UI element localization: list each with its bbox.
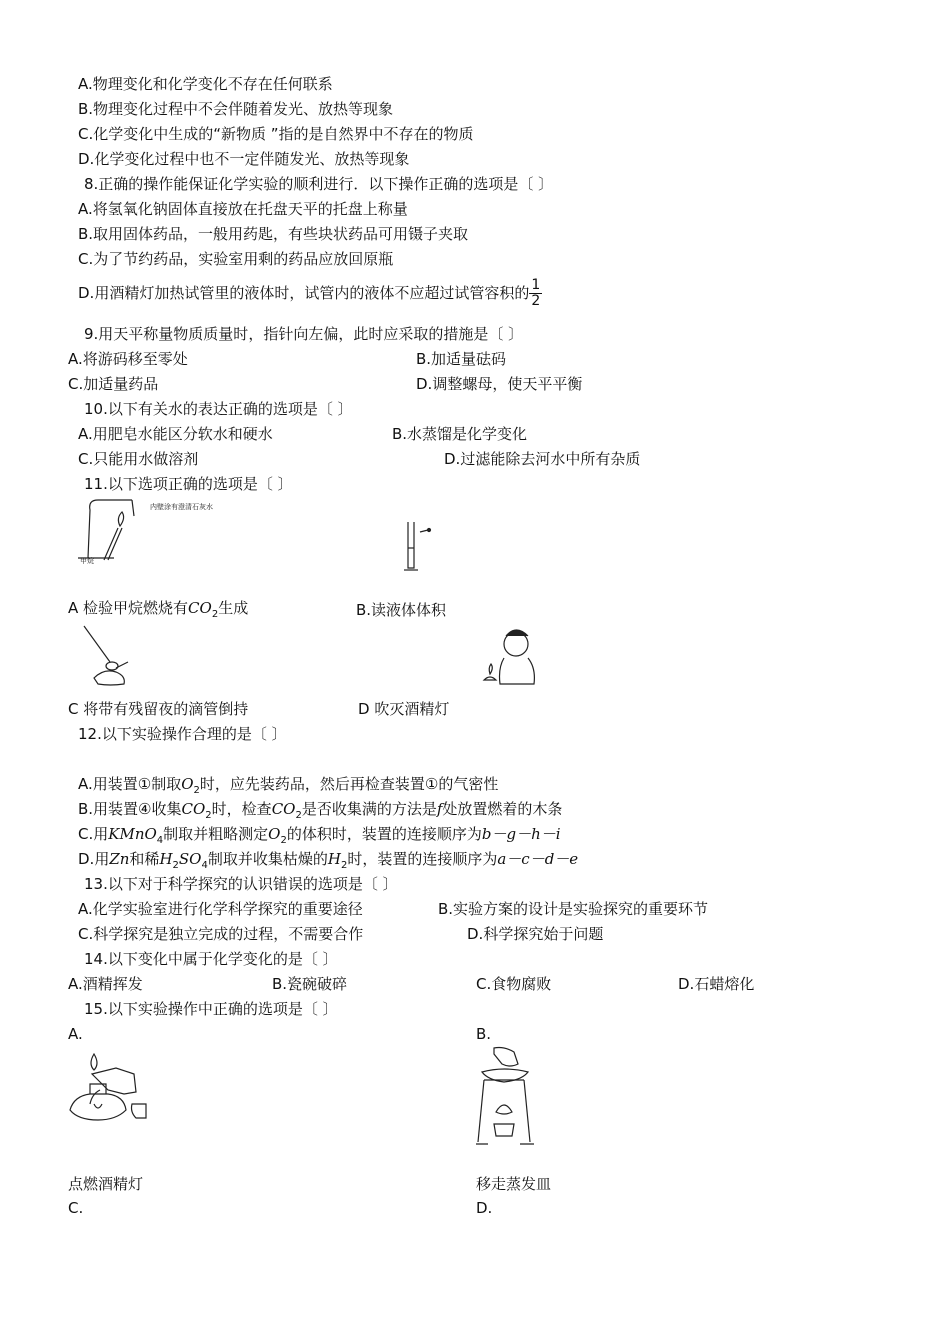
q8-option-c: C.为了节约药品，实验室用剩的药品应放回原瓶 (78, 250, 394, 268)
q12-d-text-2: 和稀 (129, 850, 160, 868)
q14-stem: 14.以下变化中属于化学变化的是〔 〕 (84, 950, 338, 968)
q12-option-a (78, 774, 498, 801)
q12-stem: 12.以下实验操作合理的是〔 〕 (78, 725, 287, 743)
q12-c-text-2: 制取并粗略测定 (163, 825, 269, 843)
q12-b-text: B.用装置④收集 (78, 800, 182, 818)
q12-option-d (78, 849, 578, 876)
q10-option-a: A.用肥皂水能区分软水和硬水 (78, 425, 273, 443)
connection-order: b－g－h－i (481, 825, 561, 843)
formula-so: SO (178, 850, 202, 868)
q14-option-c: C.食物腐败 (476, 975, 552, 993)
q14-option-b: B.瓷碗破碎 (272, 975, 348, 993)
connection-order: a－c－d－e (497, 850, 579, 868)
q15-option-d: D. (476, 1199, 493, 1217)
formula-h: H (159, 850, 173, 868)
q12-b-text-4: 处放置燃着的木条 (442, 800, 563, 818)
formula-subscript: 4 (156, 835, 164, 846)
formula-subscript: 2 (211, 609, 219, 620)
q13-option-c: C.科学探究是独立完成的过程，不需要合作 (78, 925, 364, 943)
q15-caption-b: 移走蒸发皿 (476, 1175, 552, 1193)
q11-stem: 11.以下选项正确的选项是〔 〕 (84, 475, 293, 493)
q11-option-a (68, 598, 248, 625)
fig-label-limewater: 内壁涂有澄清石灰水 (150, 503, 213, 511)
q11-option-c: C 将带有残留夜的滴管倒持 (68, 700, 249, 718)
fig-label-methane: 甲烷 (80, 557, 94, 565)
q12-option-c (78, 824, 561, 851)
graduated-cylinder-figure (400, 518, 434, 574)
formula-subscript: 2 (193, 785, 200, 796)
formula-co2: CO (188, 599, 212, 617)
q12-b-text-2: 时，检查 (211, 800, 272, 818)
q12-a-text: A.用装置①制取 (78, 775, 182, 793)
q12-d-text-4: 时，装置的连接顺序为 (347, 850, 498, 868)
formula-zn: Zn (109, 850, 130, 868)
q10-stem: 10.以下有关水的表达正确的选项是〔 〕 (84, 400, 353, 418)
q13-option-b: B.实验方案的设计是实验探究的重要环节 (438, 900, 709, 918)
q7-option-b: B.物理变化过程中不会伴随着发光、放热等现象 (78, 100, 394, 118)
formula-kmno4: KMnO (108, 825, 157, 843)
formula-subscript: 2 (295, 810, 302, 821)
q8-option-d-text: D.用酒精灯加热试管里的液体时，试管内的液体不应超过试管容积的 (78, 284, 530, 302)
q11-option-d: D 吹灭酒精灯 (358, 700, 450, 718)
q13-option-d: D.科学探究始于问题 (467, 925, 604, 943)
q12-a-text-2: 时，应先装药品，然后再检查装置①的气密性 (199, 775, 499, 793)
q15-caption-a: 点燃酒精灯 (68, 1175, 144, 1193)
q7-option-a: A.物理变化和化学变化不存在任何联系 (78, 75, 333, 93)
boy-blowing-lamp-figure (478, 622, 540, 690)
q11-option-b: B.读液体体积 (356, 601, 447, 619)
q12-option-b (78, 799, 562, 826)
q9-stem: 9.用天平称量物质质量时，指针向左偏，此时应采取的措施是〔 〕 (84, 325, 524, 343)
formula-o2: O (268, 825, 281, 843)
q9-option-b: B.加适量砝码 (416, 350, 507, 368)
q12-c-text-3: 的体积时，装置的连接顺序为 (286, 825, 482, 843)
q9-option-a: A.将游码移至零处 (68, 350, 188, 368)
formula-o2: O (181, 775, 194, 793)
fraction-numerator: 1 (531, 277, 541, 293)
q10-option-c: C.只能用水做溶剂 (78, 450, 199, 468)
q11-option-a-suffix: 生成 (218, 599, 249, 617)
q9-option-d: D.调整螺母，使天平平衡 (416, 375, 583, 393)
q7-option-c: C.化学变化中生成的“新物质 ”指的是自然界中不存在的物质 (78, 125, 474, 143)
q8-stem: 8.正确的操作能保证化学实验的顺利进行．以下操作正确的选项是〔 〕 (84, 175, 554, 193)
q8-option-d (78, 278, 542, 309)
formula-subscript: 2 (172, 860, 179, 871)
dropper-hand-figure (80, 622, 136, 688)
q8-option-b: B.取用固体药品，一般用药匙，有些块状药品可用镊子夹取 (78, 225, 469, 243)
alcohol-lamp-lighting-figure (64, 1044, 156, 1126)
q10-option-d: D.过滤能除去河水中所有杂质 (444, 450, 641, 468)
q12-c-text: C.用 (78, 825, 109, 843)
q10-option-b: B.水蒸馏是化学变化 (392, 425, 528, 443)
q14-option-a: A.酒精挥发 (68, 975, 143, 993)
q15-option-b: B. (476, 1025, 492, 1043)
formula-co2: CO (271, 800, 296, 818)
q15-stem: 15.以下实验操作中正确的选项是〔 〕 (84, 1000, 338, 1018)
fraction-one-half (529, 278, 542, 309)
formula-subscript: 2 (205, 810, 212, 821)
q13-stem: 13.以下对于科学探究的认识错误的选项是〔 〕 (84, 875, 398, 893)
q7-option-d: D.化学变化过程中也不一定伴随发光、放热等现象 (78, 150, 410, 168)
q12-b-text-3: 是否收集满的方法是 (301, 800, 437, 818)
formula-subscript: 2 (280, 835, 287, 846)
formula-h: H (327, 850, 341, 868)
q8-option-a: A.将氢氧化钠固体直接放在托盘天平的托盘上称量 (78, 200, 408, 218)
q15-option-a: A. (68, 1025, 83, 1043)
q14-option-d: D.石蜡熔化 (678, 975, 755, 993)
formula-subscript: 4 (201, 860, 208, 871)
q9-option-c: C.加适量药品 (68, 375, 159, 393)
q13-option-a: A.化学实验室进行化学科学探究的重要途径 (78, 900, 363, 918)
formula-subscript: 2 (340, 860, 348, 871)
q12-d-text: D.用 (78, 850, 110, 868)
q15-option-c: C. (68, 1199, 84, 1217)
evaporating-dish-figure (474, 1044, 536, 1148)
formula-co2: CO (181, 800, 206, 818)
q12-d-text-3: 制取并收集枯燥的 (207, 850, 328, 868)
fraction-denominator: 2 (531, 293, 541, 309)
port-label: f (436, 800, 443, 818)
q11-option-a-text: A 检验甲烷燃烧有 (68, 599, 189, 617)
